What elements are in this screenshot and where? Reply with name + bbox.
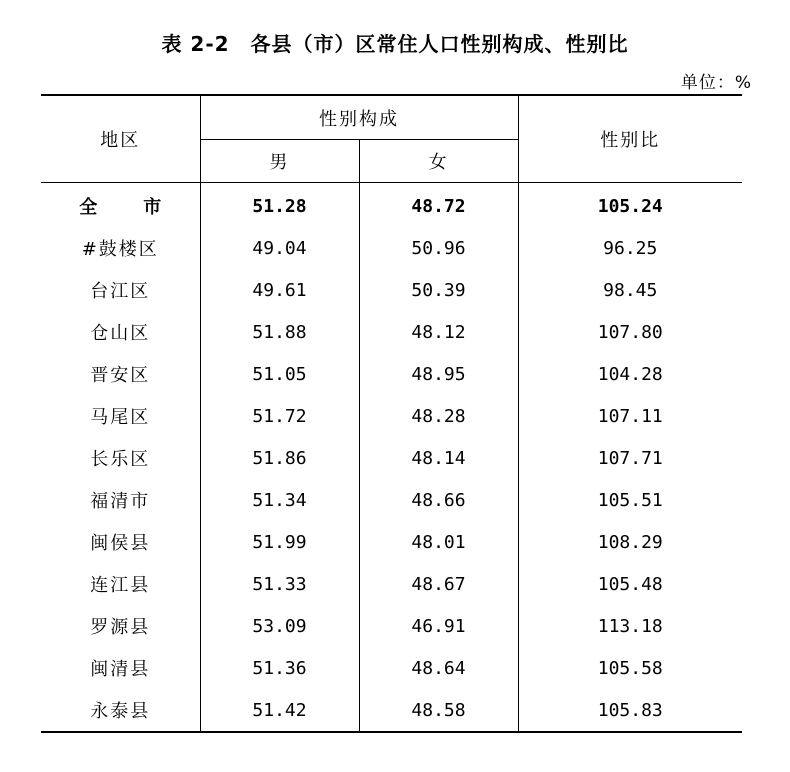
ratio-cell: 105.48 [597, 573, 663, 595]
female-cell: 46.91 [359, 605, 518, 647]
header-ratio: 性别比 [518, 95, 742, 183]
table-row [41, 183, 742, 228]
female-cell: 48.12 [359, 311, 518, 353]
region-cell: #鼓楼区 [41, 227, 200, 269]
female-cell: 48.14 [359, 437, 518, 479]
region-cell: 连江县 [41, 563, 200, 605]
table-row [41, 227, 742, 269]
male-cell: 51.36 [200, 647, 359, 689]
table-row [41, 479, 742, 521]
region-cell: 罗源县 [41, 605, 200, 647]
ratio-cell: 107.11 [597, 405, 663, 427]
ratio-cell: 113.18 [597, 615, 663, 637]
header-region: 地区 [41, 95, 200, 183]
region-cell: 马尾区 [41, 395, 200, 437]
ratio-cell: 108.29 [597, 531, 663, 553]
region-cell: 晋安区 [41, 353, 200, 395]
ratio-cell: 105.51 [597, 489, 663, 511]
sex-ratio-table [41, 94, 742, 733]
table-row [41, 605, 742, 647]
female-cell: 48.67 [359, 563, 518, 605]
female-cell: 48.28 [359, 395, 518, 437]
ratio-cell: 105.83 [518, 689, 742, 732]
unit-label: 单位：% [680, 73, 752, 93]
region-cell: 福清市 [41, 479, 200, 521]
male-cell: 53.09 [200, 605, 359, 647]
male-cell: 51.34 [200, 479, 359, 521]
ratio-cell: 98.45 [603, 279, 658, 301]
ratio-cell: 96.25 [603, 237, 658, 259]
table-body [41, 183, 742, 733]
table-row [41, 269, 742, 311]
header-female: 女 [359, 140, 518, 183]
region-cell: 长乐区 [41, 437, 200, 479]
female-cell: 48.64 [359, 647, 518, 689]
region-cell: 闽侯县 [41, 521, 200, 563]
table-row [41, 521, 742, 563]
region-cell: 仓山区 [41, 311, 200, 353]
ratio-cell: 105.58 [597, 657, 663, 679]
female-cell: 48.58 [359, 689, 518, 732]
female-cell: 50.96 [359, 227, 518, 269]
table-row [41, 311, 742, 353]
table-row [41, 689, 742, 732]
female-cell: 48.01 [359, 521, 518, 563]
region-cell: 全 市 [41, 183, 200, 228]
female-cell: 48.72 [359, 183, 518, 228]
table-title: 表 2-2 各县（市）区常住人口性别构成、性别比 [161, 32, 629, 56]
table-row [41, 437, 742, 479]
region-cell: 永泰县 [41, 689, 200, 732]
table-row [41, 647, 742, 689]
male-cell: 51.42 [200, 689, 359, 732]
table-row [41, 353, 742, 395]
header-composition: 性别构成 [200, 95, 518, 140]
male-cell: 49.04 [200, 227, 359, 269]
female-cell: 48.95 [359, 353, 518, 395]
region-cell: 闽清县 [41, 647, 200, 689]
male-cell: 51.86 [200, 437, 359, 479]
ratio-cell: 105.24 [597, 195, 663, 217]
ratio-cell: 107.80 [597, 321, 663, 343]
table-row [41, 395, 742, 437]
ratio-cell: 107.71 [597, 447, 663, 469]
male-cell: 51.72 [200, 395, 359, 437]
ratio-cell: 104.28 [597, 363, 663, 385]
female-cell: 48.66 [359, 479, 518, 521]
male-cell: 51.33 [200, 563, 359, 605]
male-cell: 51.28 [200, 183, 359, 228]
male-cell: 51.05 [200, 353, 359, 395]
table-row [41, 563, 742, 605]
header-male: 男 [200, 140, 359, 183]
male-cell: 51.99 [200, 521, 359, 563]
male-cell: 49.61 [200, 269, 359, 311]
region-cell: 台江区 [41, 269, 200, 311]
male-cell: 51.88 [200, 311, 359, 353]
female-cell: 50.39 [359, 269, 518, 311]
